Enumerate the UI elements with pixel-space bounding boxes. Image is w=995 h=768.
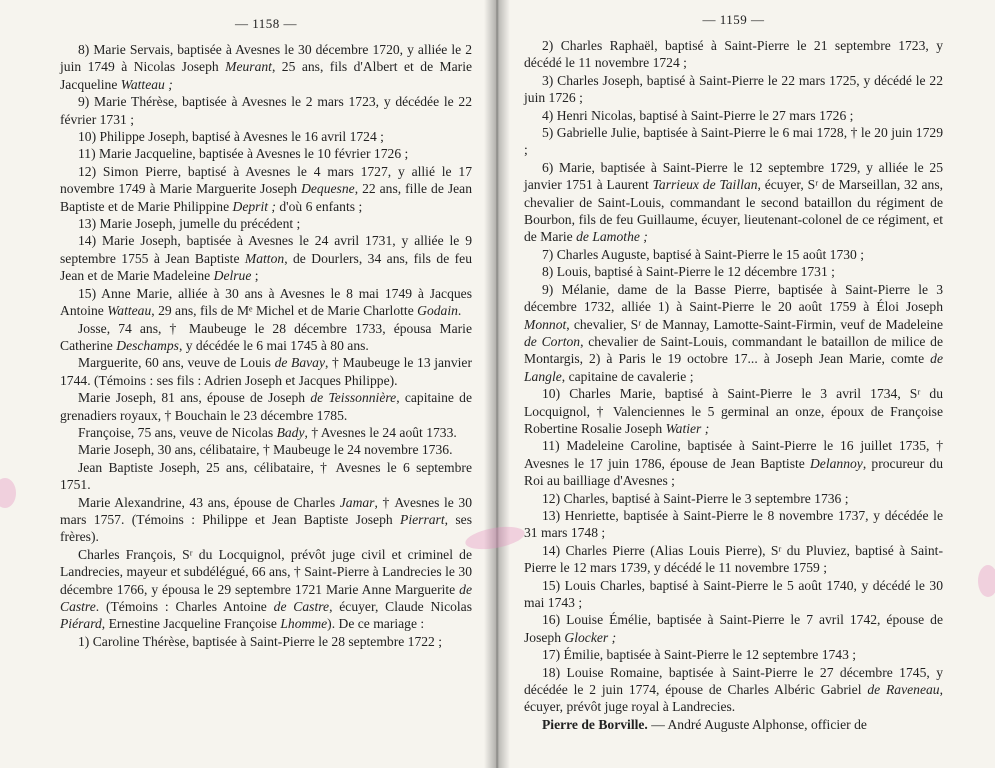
- italic-name: de Bavay: [274, 355, 325, 371]
- italic-name: Dequesne: [301, 181, 355, 197]
- italic-name: Pierrart: [400, 511, 445, 527]
- text-paragraph: [524, 72, 943, 107]
- text-run: , de Dourlers, 34 ans, fils de feu Jean et de Marie Madeleine: [60, 250, 473, 284]
- text-paragraph: [524, 385, 943, 437]
- text-run: Jean Baptiste Joseph, 25 ans, célibataire, † Avesnes le 6 septembre 1751.: [60, 459, 472, 493]
- text-run: . (Témoins : Charles Antoine: [95, 599, 274, 614]
- text-run: 14) Marie Joseph, baptisée à Avesnes le 24 avril 1731, y alliée le 9 septembre 1755 à Jean Baptiste: [60, 233, 472, 266]
- italic-name: Jamar: [339, 494, 375, 510]
- text-run: , ses frères).: [60, 511, 472, 545]
- text-paragraph: [60, 459, 472, 494]
- text-paragraph: [524, 611, 943, 646]
- text-paragraph: [60, 232, 472, 284]
- page-number-right: — 1159 —: [702, 12, 765, 27]
- text-run: ;: [251, 268, 259, 284]
- text-run: 4) Henri Nicolas, baptisé à Saint-Pierre le 27 mars 1726 ;: [542, 107, 854, 123]
- italic-name: de Castre: [60, 581, 472, 614]
- text-run: 7) Charles Auguste, baptisé à Saint-Pierre le 15 août 1730 ;: [542, 246, 865, 262]
- italic-name: Tarrieux de Taillan: [652, 177, 758, 193]
- text-run: , procureur du Roi au bailliage d'Avesnes ;: [524, 455, 944, 489]
- italic-name: Watteau: [107, 303, 152, 319]
- bold-heading: Pierre de Borville.: [542, 716, 648, 732]
- text-run: 11) Madeleine Caroline, baptisée à Saint-Pierre le 16 juillet 1735, † Avesnes le 17 juin 1786, épouse de Jean Baptiste: [524, 438, 943, 471]
- text-run: Marguerite, 60 ans, veuve de Louis: [78, 355, 275, 371]
- text-paragraph: [60, 424, 472, 441]
- right-page-text: [524, 37, 943, 733]
- italic-name: Watier ;: [665, 420, 710, 436]
- text-run: , écuyer, Claude Nicolas: [329, 599, 473, 614]
- text-paragraph: [60, 320, 472, 355]
- text-paragraph: [60, 128, 472, 145]
- left-page: [0, 0, 494, 768]
- text-run: 3) Charles Joseph, baptisé à Saint-Pierre le 22 mars 1725, y décédé le 22 juin 1726 ;: [524, 72, 943, 106]
- text-run: .: [457, 303, 462, 319]
- italic-name: Bady: [276, 424, 305, 440]
- text-paragraph: [524, 507, 943, 542]
- text-run: , capitaine de cavalerie ;: [561, 368, 694, 384]
- text-run: 1) Caroline Thérèse, baptisée à Saint-Pierre le 28 septembre 1722 ;: [78, 633, 443, 649]
- text-paragraph: [524, 263, 943, 280]
- text-paragraph: [60, 354, 472, 389]
- text-run: 5) Gabrielle Julie, baptisée à Saint-Pierre le 6 mai 1728, † le 20 juin 1729 ;: [524, 125, 943, 158]
- text-paragraph: [60, 163, 472, 215]
- text-paragraph: [60, 633, 472, 650]
- italic-name: Deprit ;: [232, 198, 276, 214]
- text-paragraph: [524, 246, 943, 263]
- text-run: , chevalier, Sʳ de Mannay, Lamotte-Saint-Firmin, veuf de Madeleine: [566, 316, 943, 332]
- text-paragraph: [524, 490, 943, 507]
- text-paragraph: [524, 159, 943, 246]
- text-run: 14) Charles Pierre (Alias Louis Pierre), Sʳ du Pluviez, baptisé à Saint-Pierre le 12 mars 1739, y décédé le 11 novembre 1759 ;: [524, 542, 943, 576]
- italic-name: de Castre: [273, 599, 330, 614]
- text-run: 13) Henriette, baptisée à Saint-Pierre le 8 novembre 1737, y décédée le 31 mars 1748 ;: [524, 507, 943, 541]
- text-run: , écuyer, prévôt juge royal à Landrecies.: [524, 682, 943, 715]
- text-paragraph: [60, 93, 472, 128]
- text-paragraph: [524, 107, 943, 124]
- text-run: 2) Charles Raphaël, baptisé à Saint-Pierre le 21 septembre 1723, y décédé le 11 novembre 1724 ;: [524, 38, 943, 71]
- text-paragraph: [60, 285, 472, 320]
- text-paragraph: [524, 716, 943, 733]
- text-run: 15) Louis Charles, baptisé à Saint-Pierre le 5 août 1740, y décédé le 30 mai 1743 ;: [524, 577, 943, 610]
- text-run: , † Avesnes le 24 août 1733.: [304, 424, 457, 440]
- italic-name: Watteau ;: [120, 76, 173, 92]
- page-number-left: — 1158 —: [234, 16, 298, 31]
- text-run: Françoise, 75 ans, veuve de Nicolas: [78, 424, 277, 440]
- text-run: 15) Anne Marie, alliée à 30 ans à Avesnes le 8 mai 1749 à Jacques Antoine: [60, 285, 472, 319]
- text-run: 13) Marie Joseph, jumelle du précédent ;: [78, 216, 301, 232]
- text-run: , capitaine de grenadiers royaux, † Bouchain le 23 décembre 1785.: [60, 390, 472, 423]
- text-run: , chevalier de Saint-Louis, commandant le bataillon de milice de Montargis, 2) à Paris le 19 octobre 17... à Joseph Jean Marie, comte: [524, 333, 943, 367]
- text-run: , écuyer, Sʳ de Marseillan, 32 ans, chevalier de Saint-Louis, commandant le second bataillon du régiment de Bourbon, fils de feu Guillaume, écuyer, lieutenant-colonel de ce régiment, et de Marie: [524, 177, 944, 245]
- text-run: , Ernestine Jacqueline Françoise: [101, 616, 281, 632]
- text-run: 11) Marie Jacqueline, baptisée à Avesnes le 10 février 1726 ;: [78, 146, 409, 162]
- text-run: 6) Marie, baptisée à Saint-Pierre le 12 septembre 1729, y alliée le 25 janvier 1751 à Laurent: [524, 159, 943, 193]
- italic-name: de Langle: [524, 351, 943, 384]
- text-paragraph: [60, 389, 472, 424]
- italic-name: Matton: [244, 250, 285, 266]
- text-paragraph: [60, 441, 472, 458]
- text-run: 12) Simon Pierre, baptisé à Avesnes le 4 mars 1727, y allié le 17 novembre 1749 à Marie Marguerite Joseph: [60, 163, 472, 197]
- italic-name: de Corton: [524, 333, 581, 349]
- text-paragraph: [524, 664, 943, 716]
- left-page-text: [60, 41, 472, 650]
- text-run: Josse, 74 ans, † Maubeuge le 28 décembre 1733, épousa Marie Catherine: [60, 320, 472, 353]
- text-run: , † Avesnes le 30 mars 1757. (Témoins : Philippe et Jean Baptiste Joseph: [60, 494, 472, 527]
- text-paragraph: [524, 542, 943, 577]
- text-run: 16) Louise Émélie, baptisée à Saint-Pierre le 7 avril 1742, épouse de Joseph: [524, 612, 943, 645]
- text-run: , 22 ans, fille de Jean Baptiste et de Marie Philippine: [60, 181, 472, 214]
- text-run: Marie Alexandrine, 43 ans, épouse de Charles: [78, 494, 340, 510]
- text-run: , † Maubeuge le 13 janvier 1744. (Témoins : ses fils : Adrien Joseph et Jacques Philippe).: [60, 355, 472, 388]
- text-paragraph: [60, 41, 472, 93]
- italic-name: Godain: [417, 303, 458, 319]
- text-run: , 25 ans, fils d'Albert et de Marie Jacqueline: [60, 59, 473, 92]
- text-paragraph: [524, 646, 943, 663]
- italic-name: Monnot: [524, 316, 567, 332]
- italic-name: de Lamothe ;: [576, 229, 648, 245]
- text-run: 9) Mélanie, dame de la Basse Pierre, baptisée à Saint-Pierre le 3 décembre 1732, alliée 1) à Saint-Pierre le 20 août 1759 à Éloi Joseph: [524, 281, 943, 315]
- italic-name: Lhomme: [280, 616, 328, 632]
- italic-name: Glocker ;: [564, 629, 617, 645]
- italic-name: Meurant: [225, 59, 272, 75]
- italic-name: Deschamps: [116, 337, 179, 353]
- text-paragraph: [60, 215, 472, 232]
- text-run: , 29 ans, fils de Mᵉ Michel et de Marie Charlotte: [151, 303, 418, 319]
- text-run: d'où 6 enfants ;: [275, 198, 363, 214]
- italic-name: de Teissonnière: [310, 390, 397, 406]
- text-run: ). De ce mariage :: [327, 616, 425, 632]
- text-run: — André Auguste Alphonse, officier de: [647, 716, 867, 732]
- text-paragraph: [60, 145, 472, 162]
- text-run: 18) Louise Romaine, baptisée à Saint-Pierre le 27 décembre 1745, y décédée le 2 juin 1774, épouse de Charles Albéric Gabriel: [524, 664, 943, 698]
- text-paragraph: [524, 577, 943, 612]
- text-paragraph: [524, 437, 943, 489]
- text-run: Charles François, Sʳ du Locquignol, prévôt juge civil et criminel de Landrecies, mayeur et subdélégué, 66 ans, † Saint-Pierre à Landrecies le 30 décembre 1766, y épousa le 29 septembre 1721 Marie Anne Marguerite: [60, 546, 472, 597]
- text-run: 10) Charles Marie, baptisé à Saint-Pierre le 3 avril 1734, Sʳ du Locquignol, † Valenciennes le 5 germinal an onze, époux de Françoise Robertine Rosalie Joseph: [524, 386, 943, 436]
- text-run: Marie Joseph, 30 ans, célibataire, † Maubeuge le 24 novembre 1736.: [78, 442, 453, 458]
- text-paragraph: [60, 494, 472, 546]
- right-page: [494, 0, 995, 768]
- text-paragraph: [524, 37, 943, 72]
- text-run: 10) Philippe Joseph, baptisé à Avesnes le 16 avril 1724 ;: [78, 129, 384, 145]
- text-paragraph: [524, 124, 943, 159]
- text-run: 9) Marie Thérèse, baptisée à Avesnes le 2 mars 1723, y décédée le 22 février 1731 ;: [60, 94, 472, 127]
- text-run: 17) Émilie, baptisée à Saint-Pierre le 12 septembre 1743 ;: [542, 647, 857, 663]
- text-paragraph: [524, 281, 943, 385]
- italic-name: Piérard: [60, 616, 102, 632]
- text-paragraph: [60, 546, 472, 633]
- text-run: , y décédée le 6 mai 1745 à 80 ans.: [178, 337, 369, 353]
- text-run: Marie Joseph, 81 ans, épouse de Joseph: [78, 390, 311, 406]
- italic-name: Delrue: [213, 268, 252, 284]
- italic-name: de Raveneau: [867, 682, 940, 698]
- text-run: 8) Louis, baptisé à Saint-Pierre le 12 décembre 1731 ;: [542, 264, 835, 280]
- italic-name: Delannoy: [809, 455, 863, 471]
- text-run: 8) Marie Servais, baptisée à Avesnes le 30 décembre 1720, y alliée le 2 juin 1749 à Nicolas Joseph: [60, 42, 472, 75]
- text-run: 12) Charles, baptisé à Saint-Pierre le 3 septembre 1736 ;: [542, 490, 849, 506]
